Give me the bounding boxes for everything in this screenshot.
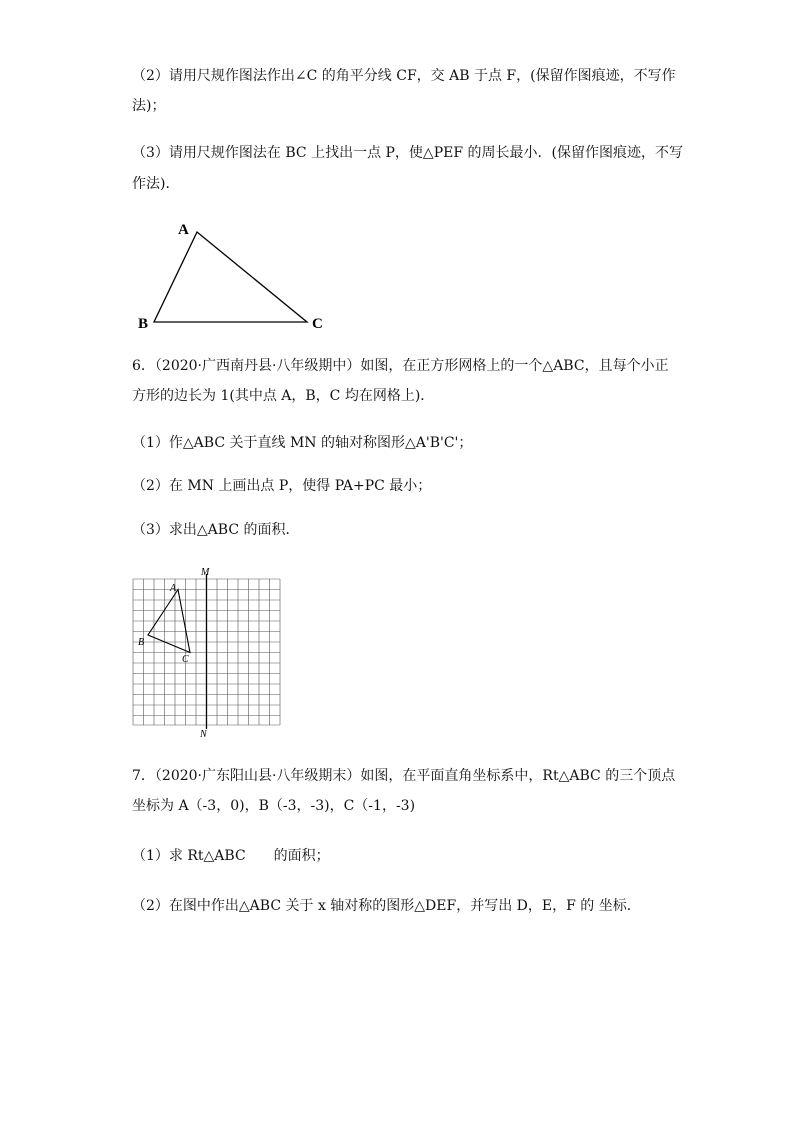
grid-vertex-label-b: B	[138, 637, 145, 648]
line-label-m: M	[201, 567, 210, 578]
line-label-n: N	[200, 729, 207, 740]
q6-part3: （3）求出△ABC 的面积．	[132, 522, 300, 538]
vertex-label-a: A	[178, 222, 189, 238]
grid-vertex-label-a: A	[170, 583, 177, 594]
q5-part2-line1: （2）请用尺规作图法作出∠C 的角平分线 CF，交 AB 于点 F，(保留作图痕迹，不写作	[132, 68, 676, 84]
q7-part1: （1）求 Rt△ABC 的面积；	[132, 848, 330, 864]
q5-part3-line2: 作法)．	[132, 176, 180, 192]
grid-figure	[128, 565, 298, 740]
q7-header2: 坐标为 A（-3，0)，B（-3，-3)，C（-1，-3)	[132, 798, 416, 814]
q6-header: 6．（2020·广西南丹县·八年级期中）如图，在正方形网格上的一个△ABC，且每个小正	[132, 358, 669, 374]
q5-part3-line1: （3）请用尺规作图法在 BC 上找出一点 P，使△PEF 的周长最小．(保留作图痕迹，不写	[132, 145, 683, 161]
q7-part2: （2）在图中作出△ABC 关于 x 轴对称的图形△DEF，并写出 D，E，F 的 坐标．	[132, 898, 641, 914]
vertex-label-b: B	[138, 316, 149, 332]
triangle-abc	[154, 232, 307, 322]
vertex-label-c: C	[312, 316, 323, 332]
q7-header: 7．（2020·广东阳山县·八年级期末）如图，在平面直角坐标系中，Rt△ABC 的三个顶点	[132, 768, 676, 784]
q6-header2: 方形的边长为 1(其中点 A，B，C 均在网格上)．	[132, 388, 435, 404]
q6-part2: （2）在 MN 上画出点 P，使得 PA+PC 最小；	[132, 478, 432, 494]
triangle-figure	[132, 214, 332, 334]
q6-part1: （1）作△ABC 关于直线 MN 的轴对称图形△A'B'C'；	[132, 435, 473, 451]
grid-vertex-label-c: C	[182, 654, 189, 665]
q5-part2-line2: 法)；	[132, 98, 166, 114]
